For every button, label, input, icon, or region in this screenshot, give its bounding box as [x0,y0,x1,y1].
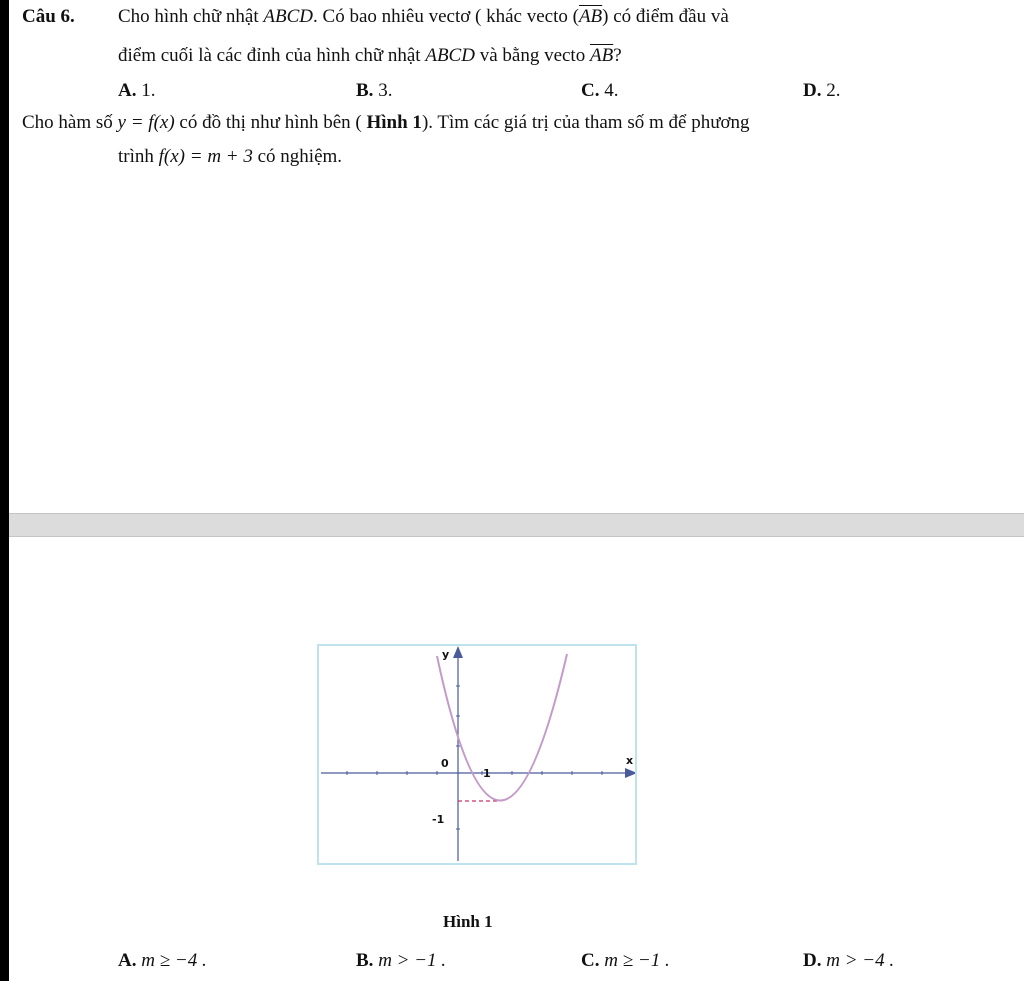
q7-option-b[interactable]: B. m > −1 . [356,950,447,971]
q7-option-c[interactable]: C. m ≥ −1 . [581,950,670,971]
tick-label-1: 1 [483,767,491,780]
vector-ab-2: $\overline{AB}$ [589,45,614,66]
figure-reference: Hình 1 [366,112,422,133]
q6-option-d[interactable]: D. 2. [803,80,841,101]
left-edge-bar [0,0,9,981]
equation: f(x) = m + 3 [158,146,253,167]
function-expression: y = f(x) [117,112,175,133]
question-6-line-1 [22,6,75,29]
q6-option-c[interactable]: C. 4. [581,80,619,101]
q7-option-d[interactable]: D. m > −4 . [803,950,895,971]
graph-svg [319,646,635,863]
x-axis-arrow [625,768,635,778]
q7-option-a[interactable]: A. m ≥ −4 . [118,950,207,971]
question-7-text-1: Cho hàm số y = f(x) có đồ thị như hình bên ( Hình 1). Tìm các giá trị của tham số m để phương [22,112,750,133]
question-7-text-2: trình f(x) = m + 3 có nghiệm. [118,146,343,167]
tick-label-neg1: -1 [432,813,445,826]
parabola-curve [437,654,567,801]
question-6-text-1: Cho hình chữ nhật ABCD. Có bao nhiêu vectơ ( khác vecto $(\overline{AB})$ có điểm đầu và [118,6,729,27]
y-axis-arrow [453,646,463,658]
figure-1-box [317,644,637,865]
question-6-text-2: điểm cuối là các đỉnh của hình chữ nhật ABCD và bằng vecto $\overline{AB}$? [118,45,622,66]
origin-label: 0 [441,757,449,770]
page-separator [9,513,1024,537]
vector-ab: $\overline{AB}$ [578,6,603,27]
x-axis-label: x [626,754,634,767]
y-axis-label: y [442,648,450,661]
figure-caption: Hình 1 [443,912,493,931]
question-6-label: Câu 6. [22,6,75,27]
q6-option-a[interactable]: A. 1. [118,80,156,101]
q6-option-b[interactable]: B. 3. [356,80,393,101]
